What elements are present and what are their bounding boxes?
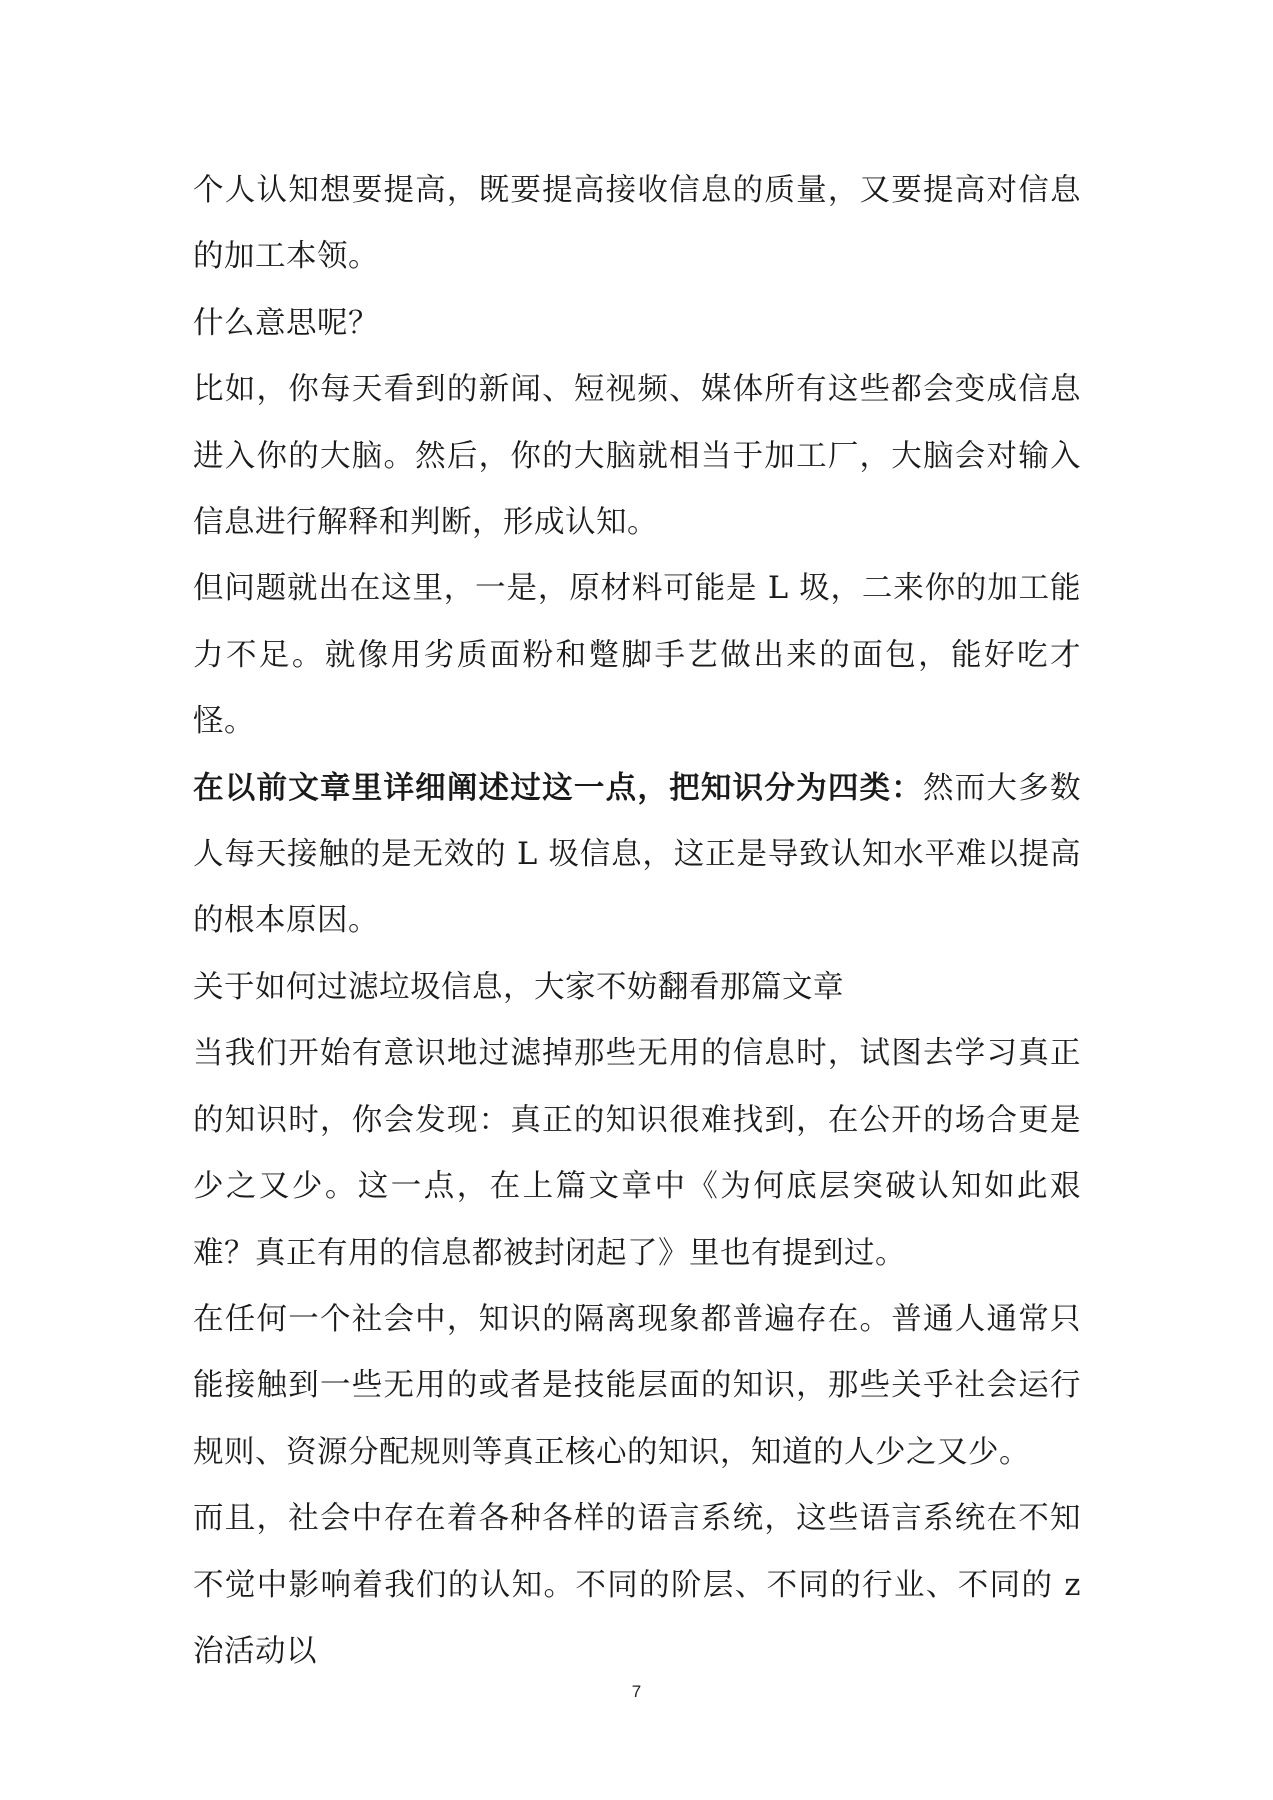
bold-lead-text: 在以前文章里详细阐述过这一点，把知识分为四类：	[193, 770, 924, 806]
paragraph-8: 在任何一个社会中，知识的隔离现象都普遍存在。普通人通常只能接触到一些无用的或者是技能层面的知识，那些关乎社会运行规则、资源分配规则等真正核心的知识，知道的人少之又少。	[193, 1301, 1081, 1470]
paragraph-3: 比如，你每天看到的新闻、短视频、媒体所有这些都会变成信息进入你的大脑。然后，你的大脑就相当于加工厂，大脑会对输入信息进行解释和判断，形成认知。	[193, 372, 1081, 541]
paragraph-9: 而且，社会中存在着各种各样的语言系统，这些语言系统在不知不觉中影响着我们的认知。不同的阶层、不同的行业、不同的 z 治活动以	[193, 1501, 1081, 1669]
paragraph-2: 什么意思呢？	[193, 305, 379, 341]
paragraph-1: 个人认知想要提高，既要提高接收信息的质量，又要提高对信息的加工本领。	[193, 173, 1081, 275]
page-number: 7	[631, 1682, 642, 1701]
text-body	[193, 158, 1081, 1685]
paragraph-6: 关于如何过滤垃圾信息，大家不妨翻看那篇文章	[193, 969, 844, 1005]
paragraph-7: 当我们开始有意识地过滤掉那些无用的信息时，试图去学习真正的知识时，你会发现：真正的知识很难找到，在公开的场合更是少之又少。这一点，在上篇文章中《为何底层突破认知如此艰难？真正有用的信息都被封闭起了》里也有提到过。	[193, 1036, 1081, 1271]
paragraph-5: 在以前文章里详细阐述过这一点，把知识分为四类：然而大多数人每天接触的是无效的 L 圾信息，这正是导致认知水平难以提高的根本原因。	[193, 770, 1082, 939]
paragraph-4: 但问题就出在这里，一是，原材料可能是 L 圾，二来你的加工能力不足。就像用劣质面粉和蹩脚手艺做出来的面包，能好吃才怪。	[193, 571, 1081, 740]
